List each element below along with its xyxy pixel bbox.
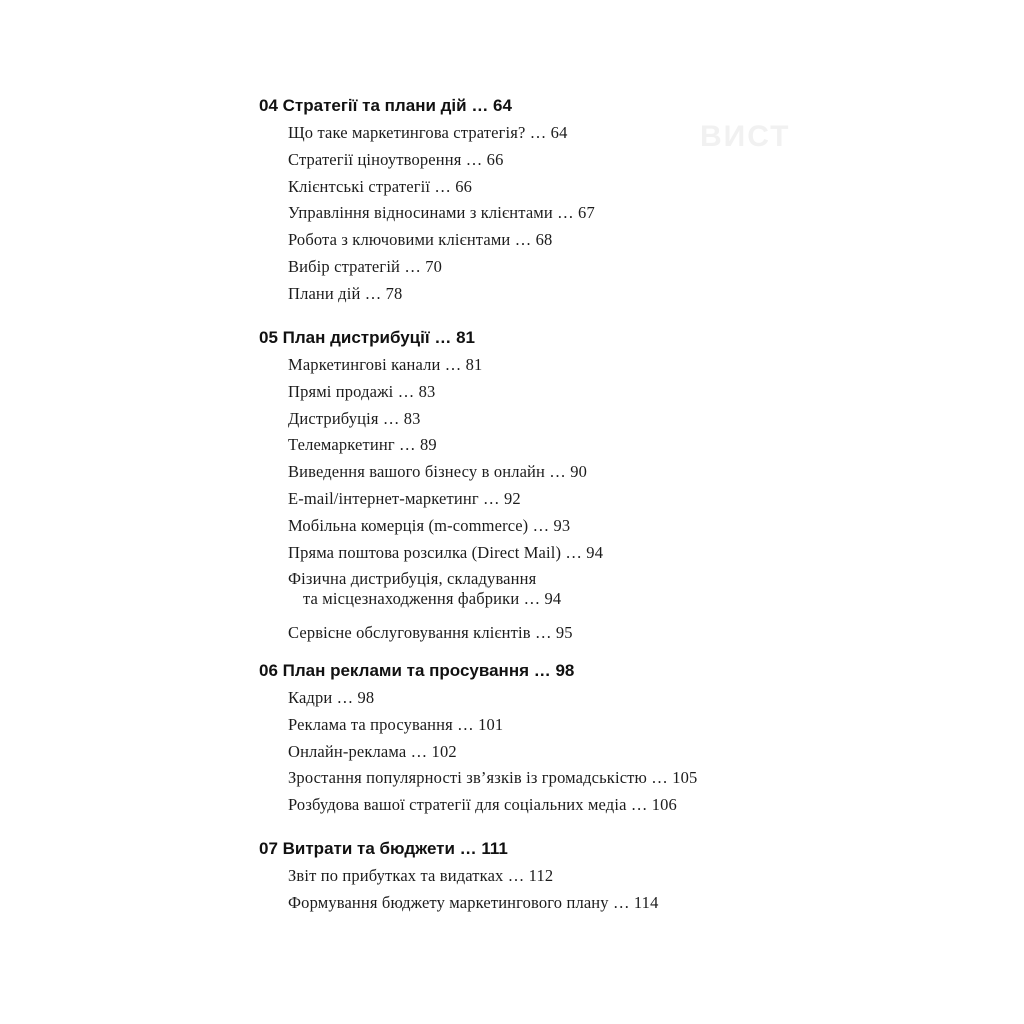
bleed-through-text: ВИСТ [700, 120, 791, 153]
chapter-heading: 05 План дистрибуції … 81 [259, 328, 475, 347]
toc-entry: Сервісне обслуговування клієнтів … 95 [288, 622, 573, 642]
toc-entry: Пряма поштова розсилка (Direct Mail) … 94 [288, 542, 604, 562]
toc-entry: Управління відносинами з клієнтами … 67 [288, 203, 595, 223]
toc-entry: Онлайн-реклама … 102 [288, 741, 457, 761]
chapter-heading: 06 План реклами та просування … 98 [259, 661, 575, 680]
toc-entry-multiline [288, 569, 603, 623]
toc-entry: E-mail/інтернет-маркетинг … 92 [288, 488, 521, 508]
toc-entry: Клієнтські стратегії … 66 [288, 176, 473, 196]
toc-entry: Розбудова вашої стратегії для соціальних медіа … 106 [288, 795, 677, 815]
toc-entry: Дистрибуція … 83 [288, 408, 421, 428]
toc-entry: Виведення вашого бізнесу в онлайн … 90 [288, 462, 588, 482]
toc-entry: Реклама та просування … 101 [288, 714, 504, 734]
toc-entry: Кадри … 98 [288, 688, 375, 707]
toc-entry: Телемаркетинг … 89 [288, 435, 437, 455]
toc-entry-line2: та місцезнаходження фабрики … 94 [303, 589, 562, 609]
toc-entry: Маркетингові канали … 81 [288, 355, 483, 374]
toc-entry: Звіт по прибутках та видатках … 112 [288, 866, 554, 885]
toc-entry: Робота з ключовими клієнтами … 68 [288, 230, 553, 250]
toc-entry: Вибір стратегій … 70 [288, 256, 443, 276]
chapter-heading: 07 Витрати та бюджети … 111 [259, 839, 508, 858]
chapter-items [288, 866, 658, 920]
toc-entry: Плани дій … 78 [288, 283, 403, 303]
toc-entry-line1: Фізична дистрибуція, складування [288, 569, 537, 589]
chapter-items [288, 355, 603, 650]
toc-entry: Формування бюджету маркетингового плану … 114 [288, 892, 659, 912]
chapter-heading: 04 Стратегії та плани дій … 64 [259, 96, 512, 115]
toc-entry: Мобільна комерція (m-commerce) … 93 [288, 515, 571, 535]
chapter-items [288, 688, 697, 822]
toc-entry: Стратегії ціноутворення … 66 [288, 149, 504, 169]
chapter-items [288, 123, 595, 311]
toc-entry: Зростання популярності зв’язків із громадськістю … 105 [288, 768, 698, 788]
toc-entry: Що таке маркетингова стратегія? … 64 [288, 123, 568, 142]
toc-entry: Прямі продажі … 83 [288, 381, 436, 401]
